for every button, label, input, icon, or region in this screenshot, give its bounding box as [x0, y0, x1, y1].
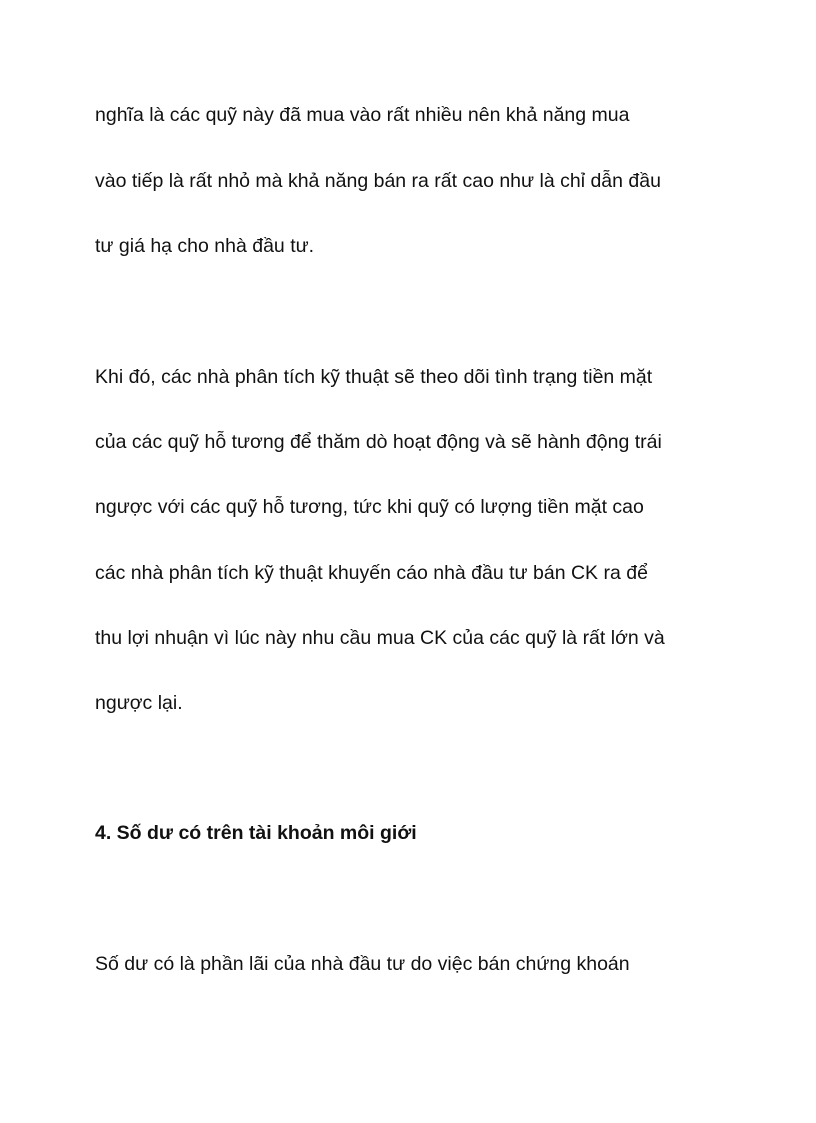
paragraph-line: Khi đó, các nhà phân tích kỹ thuật sẽ theo dõi tình trạng tiền mặt	[95, 366, 653, 388]
paragraph-line: Số dư có là phần lãi của nhà đầu tư do việc bán chứng khoán	[95, 953, 630, 975]
paragraph-line: ngược với các quỹ hỗ tương, tức khi quỹ có lượng tiền mặt cao	[95, 496, 644, 518]
paragraph-line: nghĩa là các quỹ này đã mua vào rất nhiều nên khả năng mua	[95, 104, 630, 126]
paragraph-line: tư giá hạ cho nhà đầu tư.	[95, 235, 315, 257]
paragraph-line: của các quỹ hỗ tương để thăm dò hoạt động và sẽ hành động trái	[95, 431, 662, 453]
paragraph-line: ngược lại.	[95, 692, 183, 714]
section-heading: 4. Số dư có trên tài khoản môi giới	[95, 822, 417, 844]
paragraph-line: các nhà phân tích kỹ thuật khuyến cáo nhà đầu tư bán CK ra để	[95, 562, 648, 584]
paragraph-line: thu lợi nhuận vì lúc này nhu cầu mua CK của các quỹ là rất lớn và	[95, 627, 665, 649]
paragraph-line: vào tiếp là rất nhỏ mà khả năng bán ra rất cao như là chỉ dẫn đầu	[95, 170, 661, 192]
